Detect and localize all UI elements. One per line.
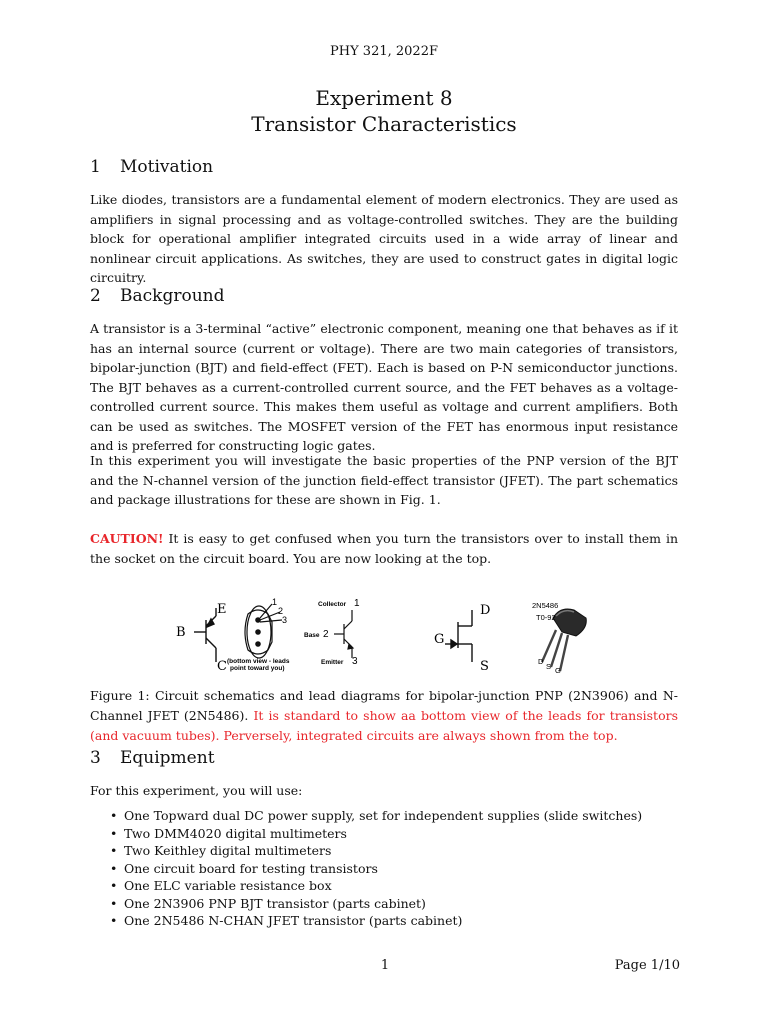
section-title: Motivation: [120, 157, 214, 177]
equipment-intro: For this experiment, you will use:: [90, 783, 303, 798]
bjt-collector-label: C: [217, 659, 227, 674]
list-item: • One Topward dual DC power supply, set for independent supplies (slide switches): [110, 807, 670, 825]
base-label: Base: [304, 632, 320, 639]
bottom-view-note-line-1: (bottom view - leads: [227, 658, 290, 665]
emitter-pin-number: 3: [352, 656, 358, 667]
figure-caption: [90, 686, 678, 746]
list-item: • One ELC variable resistance box: [110, 877, 670, 895]
collector-pin-number: 1: [354, 598, 360, 609]
pin-1-label: 1: [272, 597, 278, 607]
bjt-pinout-diagram: [334, 610, 353, 658]
bottom-view-note-line-2: point toward you): [230, 665, 285, 672]
package-lead-s: S: [546, 662, 552, 671]
package-lead-g: G: [555, 666, 561, 675]
jfet-n-channel-schematic: [445, 610, 472, 662]
pin-2-label: 2: [278, 606, 284, 616]
collector-label: Collector: [318, 601, 347, 608]
list-item: • One 2N3906 PNP BJT transistor (parts cabinet): [110, 895, 670, 913]
package-lead-d: D: [538, 657, 544, 666]
section-heading-motivation: [90, 157, 213, 177]
jfet-drain-label: D: [480, 603, 491, 618]
caution-label: CAUTION!: [90, 531, 164, 546]
title-line-2: Transistor Characteristics: [251, 112, 517, 136]
page-count: Page 1/10: [614, 958, 680, 973]
jfet-source-label: S: [480, 659, 489, 674]
title-line-1: Experiment 8: [315, 86, 453, 110]
section-title: Equipment: [120, 748, 215, 768]
bjt-emitter-label: E: [217, 602, 227, 617]
background-paragraph-1: A transistor is a 3-terminal “active” electronic component, meaning one that behaves as if it has an internal source (current or voltage). There are two main categories of transistors, bipolar-junction (BJT) and field-effect (FET). Each is based on P-N semiconductor junctions. The BJT behaves as a current-controlled current source, and the FET behaves as a voltage-controlled current source. This makes them useful as voltage and current amplifiers. Both can be used as switches. The MOSFET version of the FET has enormous input resistance and is preferred for constructing logic gates.: [90, 321, 678, 453]
list-item: • Two DMM4020 digital multimeters: [110, 825, 670, 843]
section-heading-background: [90, 286, 224, 306]
section-title: Background: [120, 286, 225, 306]
caption-red-note: It is standard to show aa bottom view of the leads for transistors (and vacuum tubes). Perversely, integrated circuits are always shown from the top.: [90, 708, 678, 743]
base-pin-number: 2: [323, 629, 329, 640]
list-item: • One 2N5486 N-CHAN JFET transistor (parts cabinet): [110, 912, 670, 930]
section-number: 2: [90, 286, 101, 306]
package-case-label: T0-92: [536, 613, 556, 622]
list-item: • Two Keithley digital multimeters: [110, 842, 670, 860]
course-header: PHY 321, 2022F: [330, 44, 438, 59]
jfet-gate-label: G: [434, 632, 445, 647]
section-number: 1: [90, 157, 101, 177]
bjt-base-label: B: [176, 625, 186, 640]
figure-1: [90, 592, 678, 682]
package-part-label: 2N5486: [532, 601, 559, 610]
to92-bottom-view: [245, 604, 282, 658]
list-item: • One circuit board for testing transistors: [110, 860, 670, 878]
equipment-list: [110, 807, 670, 930]
caution-text: It is easy to get confused when you turn the transistors over to install them in the socket on the circuit board. You are now looking at the top.: [90, 531, 678, 566]
emitter-label: Emitter: [321, 659, 344, 666]
bjt-pnp-schematic: [194, 608, 216, 662]
figure-drawing: [90, 592, 678, 682]
background-paragraph-2: In this experiment you will investigate the basic properties of the PNP version of the BJT and the N-channel version of the junction field-effect transistor (JFET). The part schematics and package illustrations for these are shown in Fig. 1.: [90, 453, 678, 507]
section-heading-equipment: [90, 748, 215, 768]
page-number: 1: [380, 958, 390, 973]
section-number: 3: [90, 748, 101, 768]
caution-paragraph: [90, 529, 678, 568]
caption-text: Figure 1: Circuit schematics and lead diagrams for bipolar-junction PNP (2N3906) and N-Channel JFET (2N5486).: [90, 688, 678, 723]
pin-3-label: 3: [282, 615, 288, 625]
motivation-paragraph: Like diodes, transistors are a fundamental element of modern electronics. They are used as amplifiers in signal processing and as voltage-controlled switches. They are the building block for operational amplifier integrated circuits used in a wide array of linear and nonlinear circuit applications. As switches, they are used to construct gates in digital logic circuitry.: [90, 192, 678, 285]
